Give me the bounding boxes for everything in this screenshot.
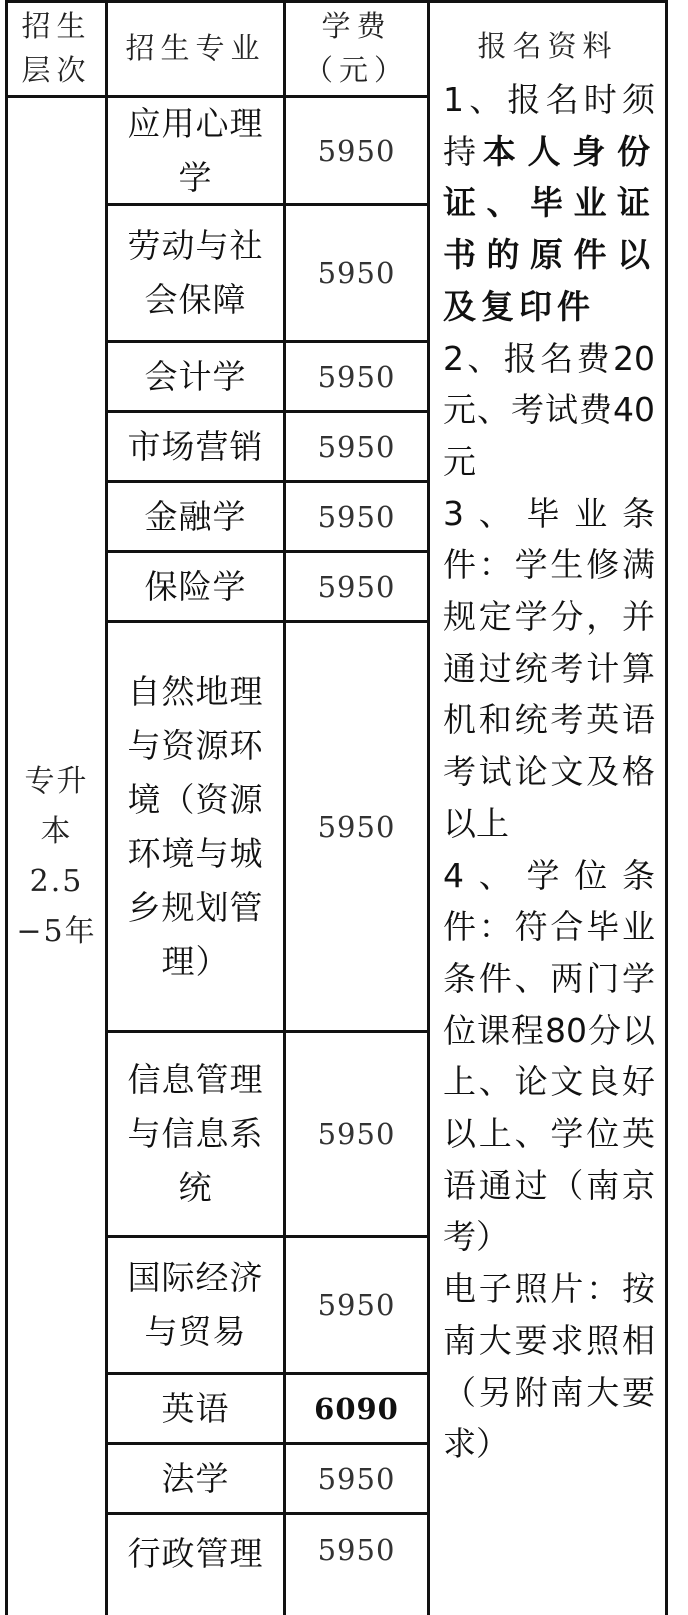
major-line: 与信息系 bbox=[127, 1114, 264, 1153]
major-cell bbox=[108, 1515, 283, 1587]
level-line: 本 bbox=[40, 813, 73, 849]
header-fee-line: 学费 bbox=[321, 8, 392, 43]
header-fee-line: （元） bbox=[303, 52, 409, 87]
major-cell bbox=[108, 623, 283, 1030]
header-info bbox=[430, 18, 665, 74]
major-cell bbox=[108, 98, 283, 203]
fee-cell: 5950 bbox=[317, 809, 396, 844]
major-line: 环境与城 bbox=[127, 833, 264, 873]
major-cell bbox=[108, 1238, 283, 1372]
major-line: 统 bbox=[178, 1168, 213, 1207]
header-fee bbox=[286, 0, 427, 95]
fee-cell: 6090 bbox=[314, 1391, 399, 1426]
major-line: 学 bbox=[178, 157, 213, 197]
major-line: 国际经济 bbox=[127, 1258, 264, 1297]
header-level-line: 层次 bbox=[21, 52, 92, 87]
major-line: 法学 bbox=[161, 1458, 230, 1498]
major-line: 与资源环 bbox=[127, 725, 264, 765]
level-line: −5年 bbox=[16, 913, 97, 949]
fee-cell: 5950 bbox=[317, 256, 396, 290]
major-cell bbox=[108, 1033, 283, 1235]
col-line-right bbox=[665, 0, 668, 1615]
major-cell bbox=[108, 553, 283, 620]
major-line: 应用心理 bbox=[127, 103, 264, 143]
registration-info bbox=[443, 74, 655, 1470]
level-line: 专升 bbox=[24, 763, 89, 799]
major-line: 理） bbox=[161, 941, 230, 981]
header-major-label: 招生专业 bbox=[125, 30, 266, 65]
header-info-label: 报名资料 bbox=[477, 29, 618, 63]
major-line: 劳动与社 bbox=[127, 226, 264, 265]
major-line: 金融学 bbox=[144, 496, 247, 536]
major-line: 与贸易 bbox=[144, 1312, 247, 1351]
fee-cell: 5950 bbox=[317, 499, 396, 534]
fee-cell: 5950 bbox=[317, 569, 396, 604]
header-major bbox=[108, 0, 283, 95]
major-line: 英语 bbox=[161, 1388, 230, 1428]
major-line: 自然地理 bbox=[127, 671, 264, 711]
info-item-1 bbox=[443, 74, 655, 333]
major-cell bbox=[108, 483, 283, 550]
info-item-4: 4、学位条件：符合毕业条件、两门学位课程80分以上、论文良好以上、学位英语通过（南京考） bbox=[443, 855, 655, 1257]
major-line: 行政管理 bbox=[127, 1534, 264, 1573]
fee-cell: 5950 bbox=[317, 1461, 396, 1496]
info-item-3: 3、毕业条件：学生修满规定学分，并通过统考计算机和统考英语考试论文及格以上 bbox=[443, 493, 655, 843]
major-line: 会保障 bbox=[144, 280, 247, 319]
level-line: 2.5 bbox=[29, 863, 84, 899]
fee-cell: 5950 bbox=[317, 429, 396, 464]
major-line: 市场营销 bbox=[127, 426, 264, 466]
fee-cell: 5950 bbox=[317, 359, 396, 394]
fee-cell: 5950 bbox=[317, 1288, 396, 1322]
info-photo: 电子照片：按南大要求照相（另附南大要求） bbox=[443, 1269, 655, 1464]
fee-cell: 5950 bbox=[317, 1533, 396, 1567]
major-line: 境（资源 bbox=[127, 779, 264, 819]
major-cell bbox=[108, 206, 283, 340]
major-cell bbox=[108, 1375, 283, 1442]
header-level bbox=[8, 0, 105, 95]
major-cell bbox=[108, 343, 283, 410]
major-cell bbox=[108, 413, 283, 480]
major-line: 信息管理 bbox=[127, 1060, 264, 1099]
info-item-1-text: 1、报名时须持 bbox=[443, 80, 655, 171]
level-cell bbox=[8, 98, 105, 1615]
major-cell bbox=[108, 1445, 283, 1512]
info-item-1-emphasis: 本人身份证、毕业证书的原件以及复印件 bbox=[443, 131, 655, 326]
major-line: 保险学 bbox=[144, 566, 247, 606]
major-line: 乡规划管 bbox=[127, 887, 264, 927]
major-line: 会计学 bbox=[144, 356, 247, 396]
fee-cell: 5950 bbox=[317, 133, 396, 168]
info-item-2: 2、报名费20元、考试费40元 bbox=[443, 338, 655, 481]
fee-cell: 5950 bbox=[317, 1117, 396, 1151]
header-level-line: 招生 bbox=[21, 8, 92, 43]
